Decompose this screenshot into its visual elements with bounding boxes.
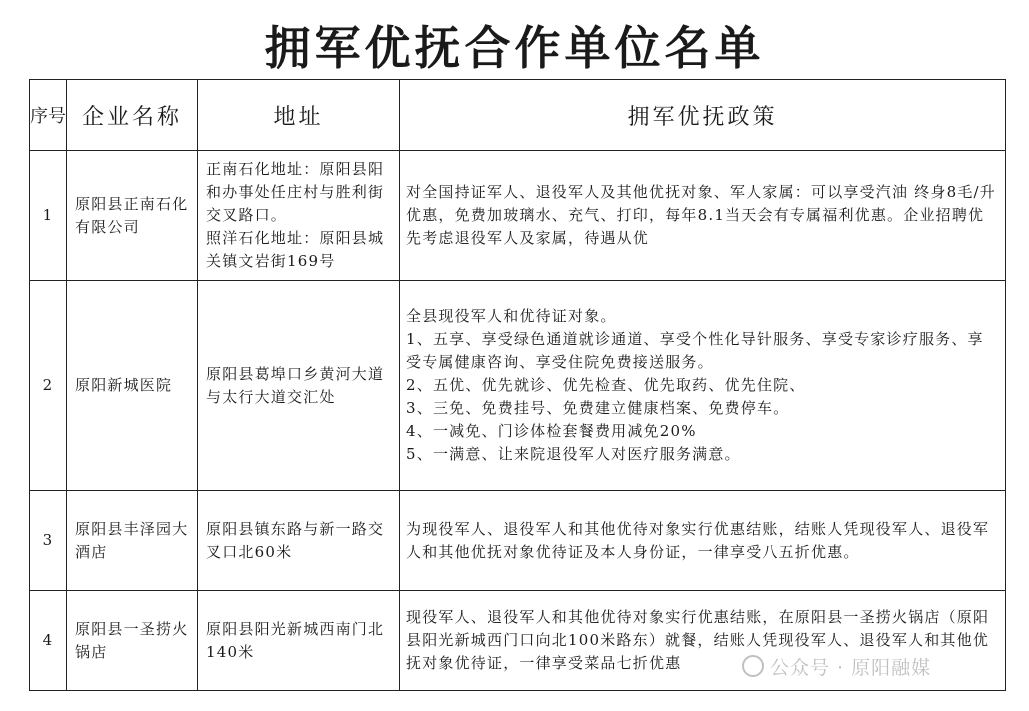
row-index: 2 xyxy=(30,281,67,491)
row-address: 原阳县葛埠口乡黄河大道与太行大道交汇处 xyxy=(198,281,400,491)
row-policy: 全县现役军人和优待证对象。 1、五享、享受绿色通道就诊通道、享受个性化导针服务、享受专家诊疗服务、享受专属健康咨询、享受住院免费接送服务。 2、五优、优先就诊、优先检查、优先取药、优先住院、 3、三免、免费挂号、免费建立健康档案、免费停车。 4、一减免、门诊体检套餐费用减免20% 5、一满意、让来院退役军人对医疗服务满意。 xyxy=(400,281,1006,491)
row-address: 正南石化地址：原阳县阳和办事处任庄村与胜利街交叉路口。 照洋石化地址：原阳县城关镇文岩街169号 xyxy=(198,151,400,281)
units-table xyxy=(29,79,1006,691)
row-index: 3 xyxy=(30,491,67,591)
row-company: 原阳新城医院 xyxy=(67,281,198,491)
row-index: 1 xyxy=(30,151,67,281)
row-policy: 为现役军人、退役军人和其他优待对象实行优惠结账，结账人凭现役军人、退役军人和其他优抚对象优待证及本人身份证，一律享受八五折优惠。 xyxy=(400,491,1006,591)
row-policy: 对全国持证军人、退役军人及其他优抚对象、军人家属：可以享受汽油 终身8毛/升 优惠，免费加玻璃水、充气、打印，每年8.1当天会有专属福利优惠。企业招聘优先考虑退役军人及家属，待遇从优 xyxy=(400,151,1006,281)
watermark-text: 公众号 · 原阳融媒 xyxy=(770,657,932,679)
row-index: 4 xyxy=(30,591,67,691)
row-company: 原阳县正南石化有限公司 xyxy=(67,151,198,281)
table-row xyxy=(30,281,1006,491)
row-address: 原阳县镇东路与新一路交叉口北60米 xyxy=(198,491,400,591)
page-title: 拥军优抚合作单位名单 xyxy=(264,21,765,75)
row-company: 原阳县丰泽园大酒店 xyxy=(67,491,198,591)
header-policy: 拥军优抚政策 xyxy=(400,80,1006,151)
header-row xyxy=(30,80,1006,151)
row-company: 原阳县一圣捞火锅店 xyxy=(67,591,198,691)
header-company: 企业名称 xyxy=(67,80,198,151)
table-row xyxy=(30,491,1006,591)
header-address: 地址 xyxy=(198,80,400,151)
row-policy: 现役军人、退役军人和其他优待对象实行优惠结账，在原阳县一圣捞火锅店（原阳县阳光新城西门口向北100米路东）就餐，结账人凭现役军人、退役军人和其他优抚对象优待证，一律享受菜品七折优惠 xyxy=(400,591,1006,691)
wechat-logo-icon xyxy=(742,655,764,677)
table-row xyxy=(30,151,1006,281)
row-address: 原阳县阳光新城西南门北140米 xyxy=(198,591,400,691)
header-index: 序号 xyxy=(30,80,67,151)
watermark xyxy=(742,653,931,680)
